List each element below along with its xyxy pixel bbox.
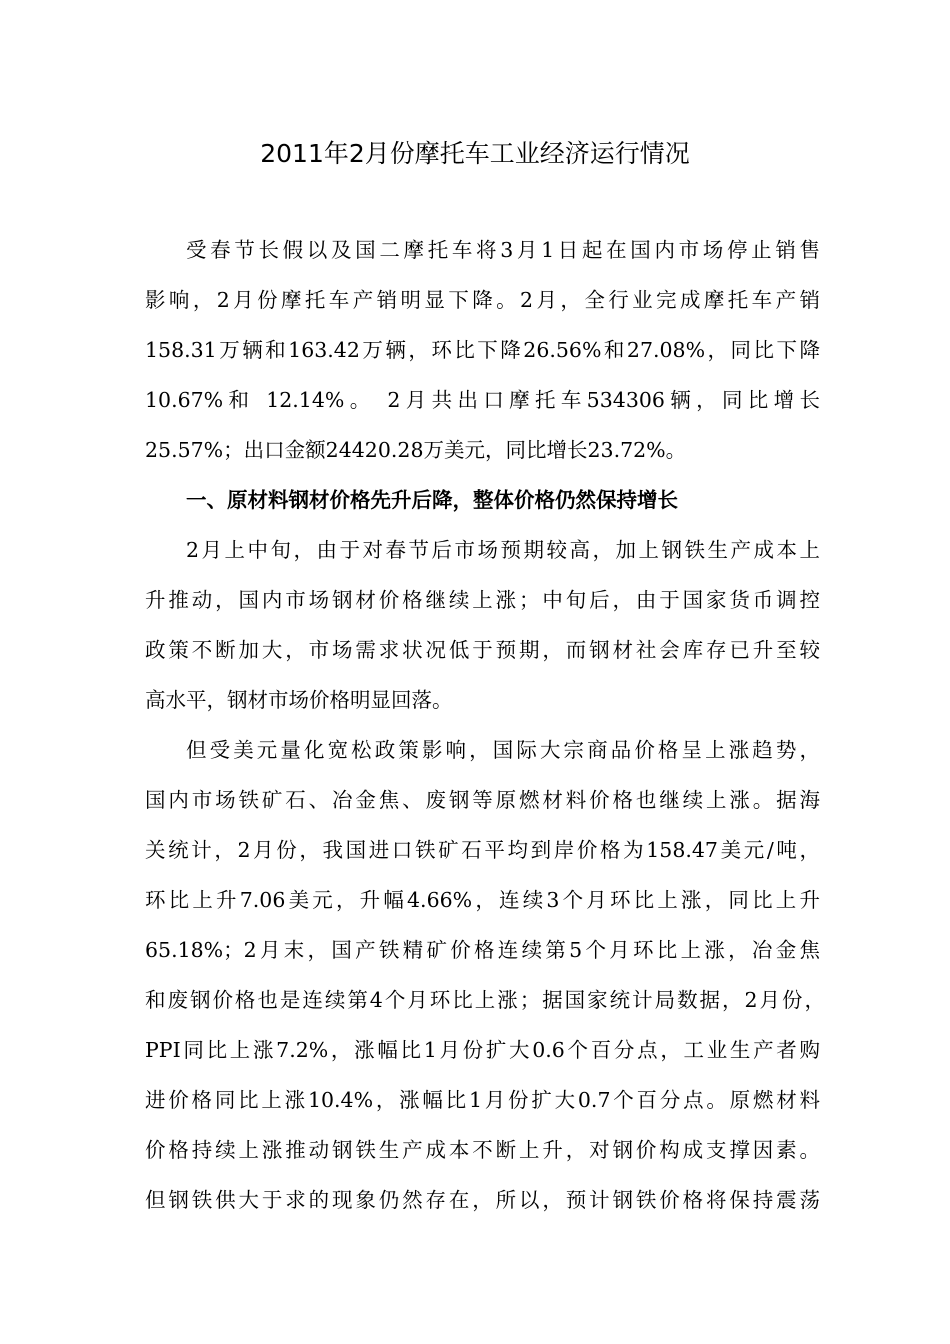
paragraph-line: 但钢铁供大于求的现象仍然存在，所以，预计钢铁价格将保持震荡	[145, 1188, 820, 1212]
paragraph-line: 影响，2月份摩托车产销明显下降。2月，全行业完成摩托车产销	[145, 288, 820, 312]
paragraph-line: 国内市场铁矿石、冶金焦、废钢等原燃材料价格也继续上涨。据海	[145, 788, 820, 812]
paragraph-line: 高水平，钢材市场价格明显回落。	[145, 688, 453, 712]
paragraph-line: 受春节长假以及国二摩托车将3月1日起在国内市场停止销售	[186, 238, 820, 262]
paragraph-line: 政策不断加大，市场需求状况低于预期，而钢材社会库存已升至较	[145, 638, 820, 662]
paragraph-line: 2月上中旬，由于对春节后市场预期较高，加上钢铁生产成本上	[186, 538, 820, 562]
paragraph-line: 关统计，2月份，我国进口铁矿石平均到岸价格为158.47美元/吨，	[145, 838, 820, 862]
paragraph-line: 和废钢价格也是连续第4个月环比上涨；据国家统计局数据，2月份，	[145, 988, 825, 1012]
paragraph-line: 升推动，国内市场钢材价格继续上涨；中旬后，由于国家货币调控	[145, 588, 820, 612]
paragraph-line: 但受美元量化宽松政策影响，国际大宗商品价格呈上涨趋势，	[186, 738, 820, 762]
paragraph-line: 65.18%；2月末，国产铁精矿价格连续第5个月环比上涨，冶金焦	[145, 938, 820, 962]
document-title: 2011年2月份摩托车工业经济运行情况	[260, 139, 690, 168]
paragraph-line: 158.31万辆和163.42万辆，环比下降26.56%和27.08%，同比下降	[145, 338, 820, 362]
paragraph-line: 进价格同比上涨10.4%，涨幅比1月份扩大0.7个百分点。原燃材料	[145, 1088, 820, 1112]
paragraph-line: 环比上升7.06美元，升幅4.66%，连续3个月环比上涨，同比上升	[145, 888, 820, 912]
paragraph-line: PPI同比上涨7.2%，涨幅比1月份扩大0.6个百分点，工业生产者购	[145, 1038, 820, 1062]
paragraph-line: 10.67%和 12.14%。 2月共出口摩托车534306辆，同比增长	[145, 388, 820, 412]
paragraph-line: 价格持续上涨推动钢铁生产成本不断上升，对钢价构成支撑因素。	[145, 1138, 820, 1162]
section-heading: 一、原材料钢材价格先升后降，整体价格仍然保持增长	[186, 488, 678, 512]
paragraph-line: 25.57%；出口金额24420.28万美元，同比增长23.72%。	[145, 438, 687, 462]
